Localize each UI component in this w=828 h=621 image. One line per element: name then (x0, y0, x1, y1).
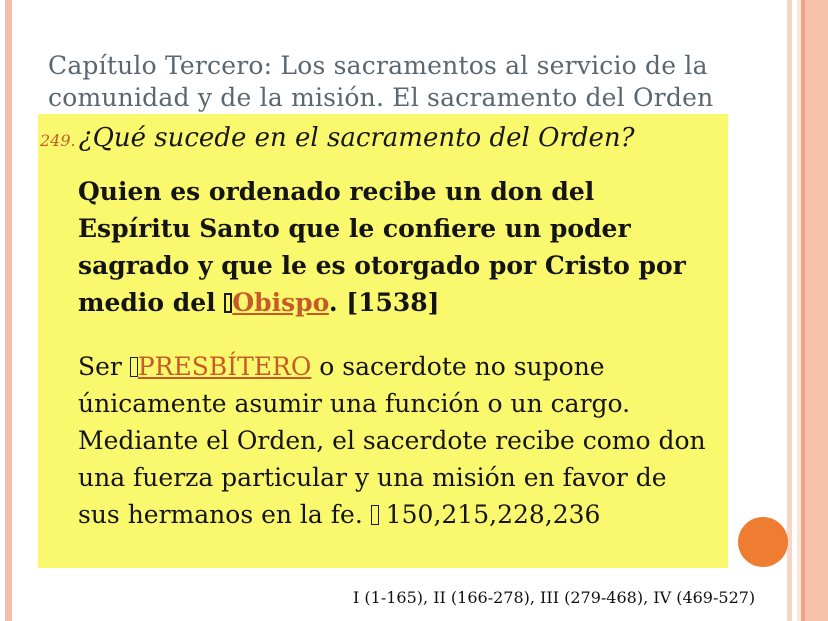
slide-title-line-2: comunidad y de la misión. El sacramento del Orden (48, 83, 714, 112)
answer-bold-line-4-prefix: medio del (78, 288, 225, 317)
missing-glyph-icon (371, 505, 379, 525)
answer-bold-line-2: Espíritu Santo que le confiere un poder (78, 214, 631, 243)
decorative-circle (738, 517, 788, 567)
footer-section-index: I (1-165), II (166-278), III (279-468), IV (469-527) (353, 588, 756, 607)
answer-bold-paragraph (78, 173, 728, 321)
answer-detail-line-1-prefix: Ser (78, 352, 130, 381)
answer-detail-line-5-prefix: sus hermanos en la fe. (78, 500, 371, 529)
obispo-link[interactable]: Obispo (232, 288, 329, 317)
missing-glyph-icon (130, 357, 138, 377)
question-text: ¿Qué sucede en el sacramento del Orden? (78, 123, 635, 153)
left-border-stripe (5, 0, 12, 621)
question-line (40, 123, 728, 153)
answer-bold-line-3: sagrado y que le es otorgado por Cristo por (78, 251, 686, 280)
answer-detail-line-4: una fuerza particular y una misión en favor de (78, 463, 667, 492)
answer-detail-line-3: Mediante el Orden, el sacerdote recibe como don (78, 426, 706, 455)
answer-bold-line-4 (78, 284, 728, 321)
right-border-stripe-4 (805, 0, 828, 621)
answer-detail-line-1 (78, 348, 728, 385)
yellow-content-panel (38, 114, 728, 568)
answer-detail-paragraph (78, 348, 728, 533)
cross-references: 150,215,228,236 (385, 500, 601, 529)
answer-detail-line-5 (78, 496, 728, 533)
answer-detail-line-2: únicamente asumir una función o un cargo. (78, 389, 631, 418)
presbitero-link[interactable]: PRESBÍTERO (137, 352, 312, 381)
right-border-stripe-1 (787, 0, 792, 621)
slide-title-line-1: Capítulo Tercero: Los sacramentos al servicio de la (48, 51, 708, 80)
slide-title (48, 50, 748, 114)
answer-bold-line-1: Quien es ordenado recibe un don del (78, 177, 595, 206)
answer-detail-line-1-suffix: o sacerdote no supone (311, 352, 605, 381)
question-number: 249. (40, 131, 76, 150)
answer-bold-line-4-suffix: . [1538] (328, 288, 440, 317)
